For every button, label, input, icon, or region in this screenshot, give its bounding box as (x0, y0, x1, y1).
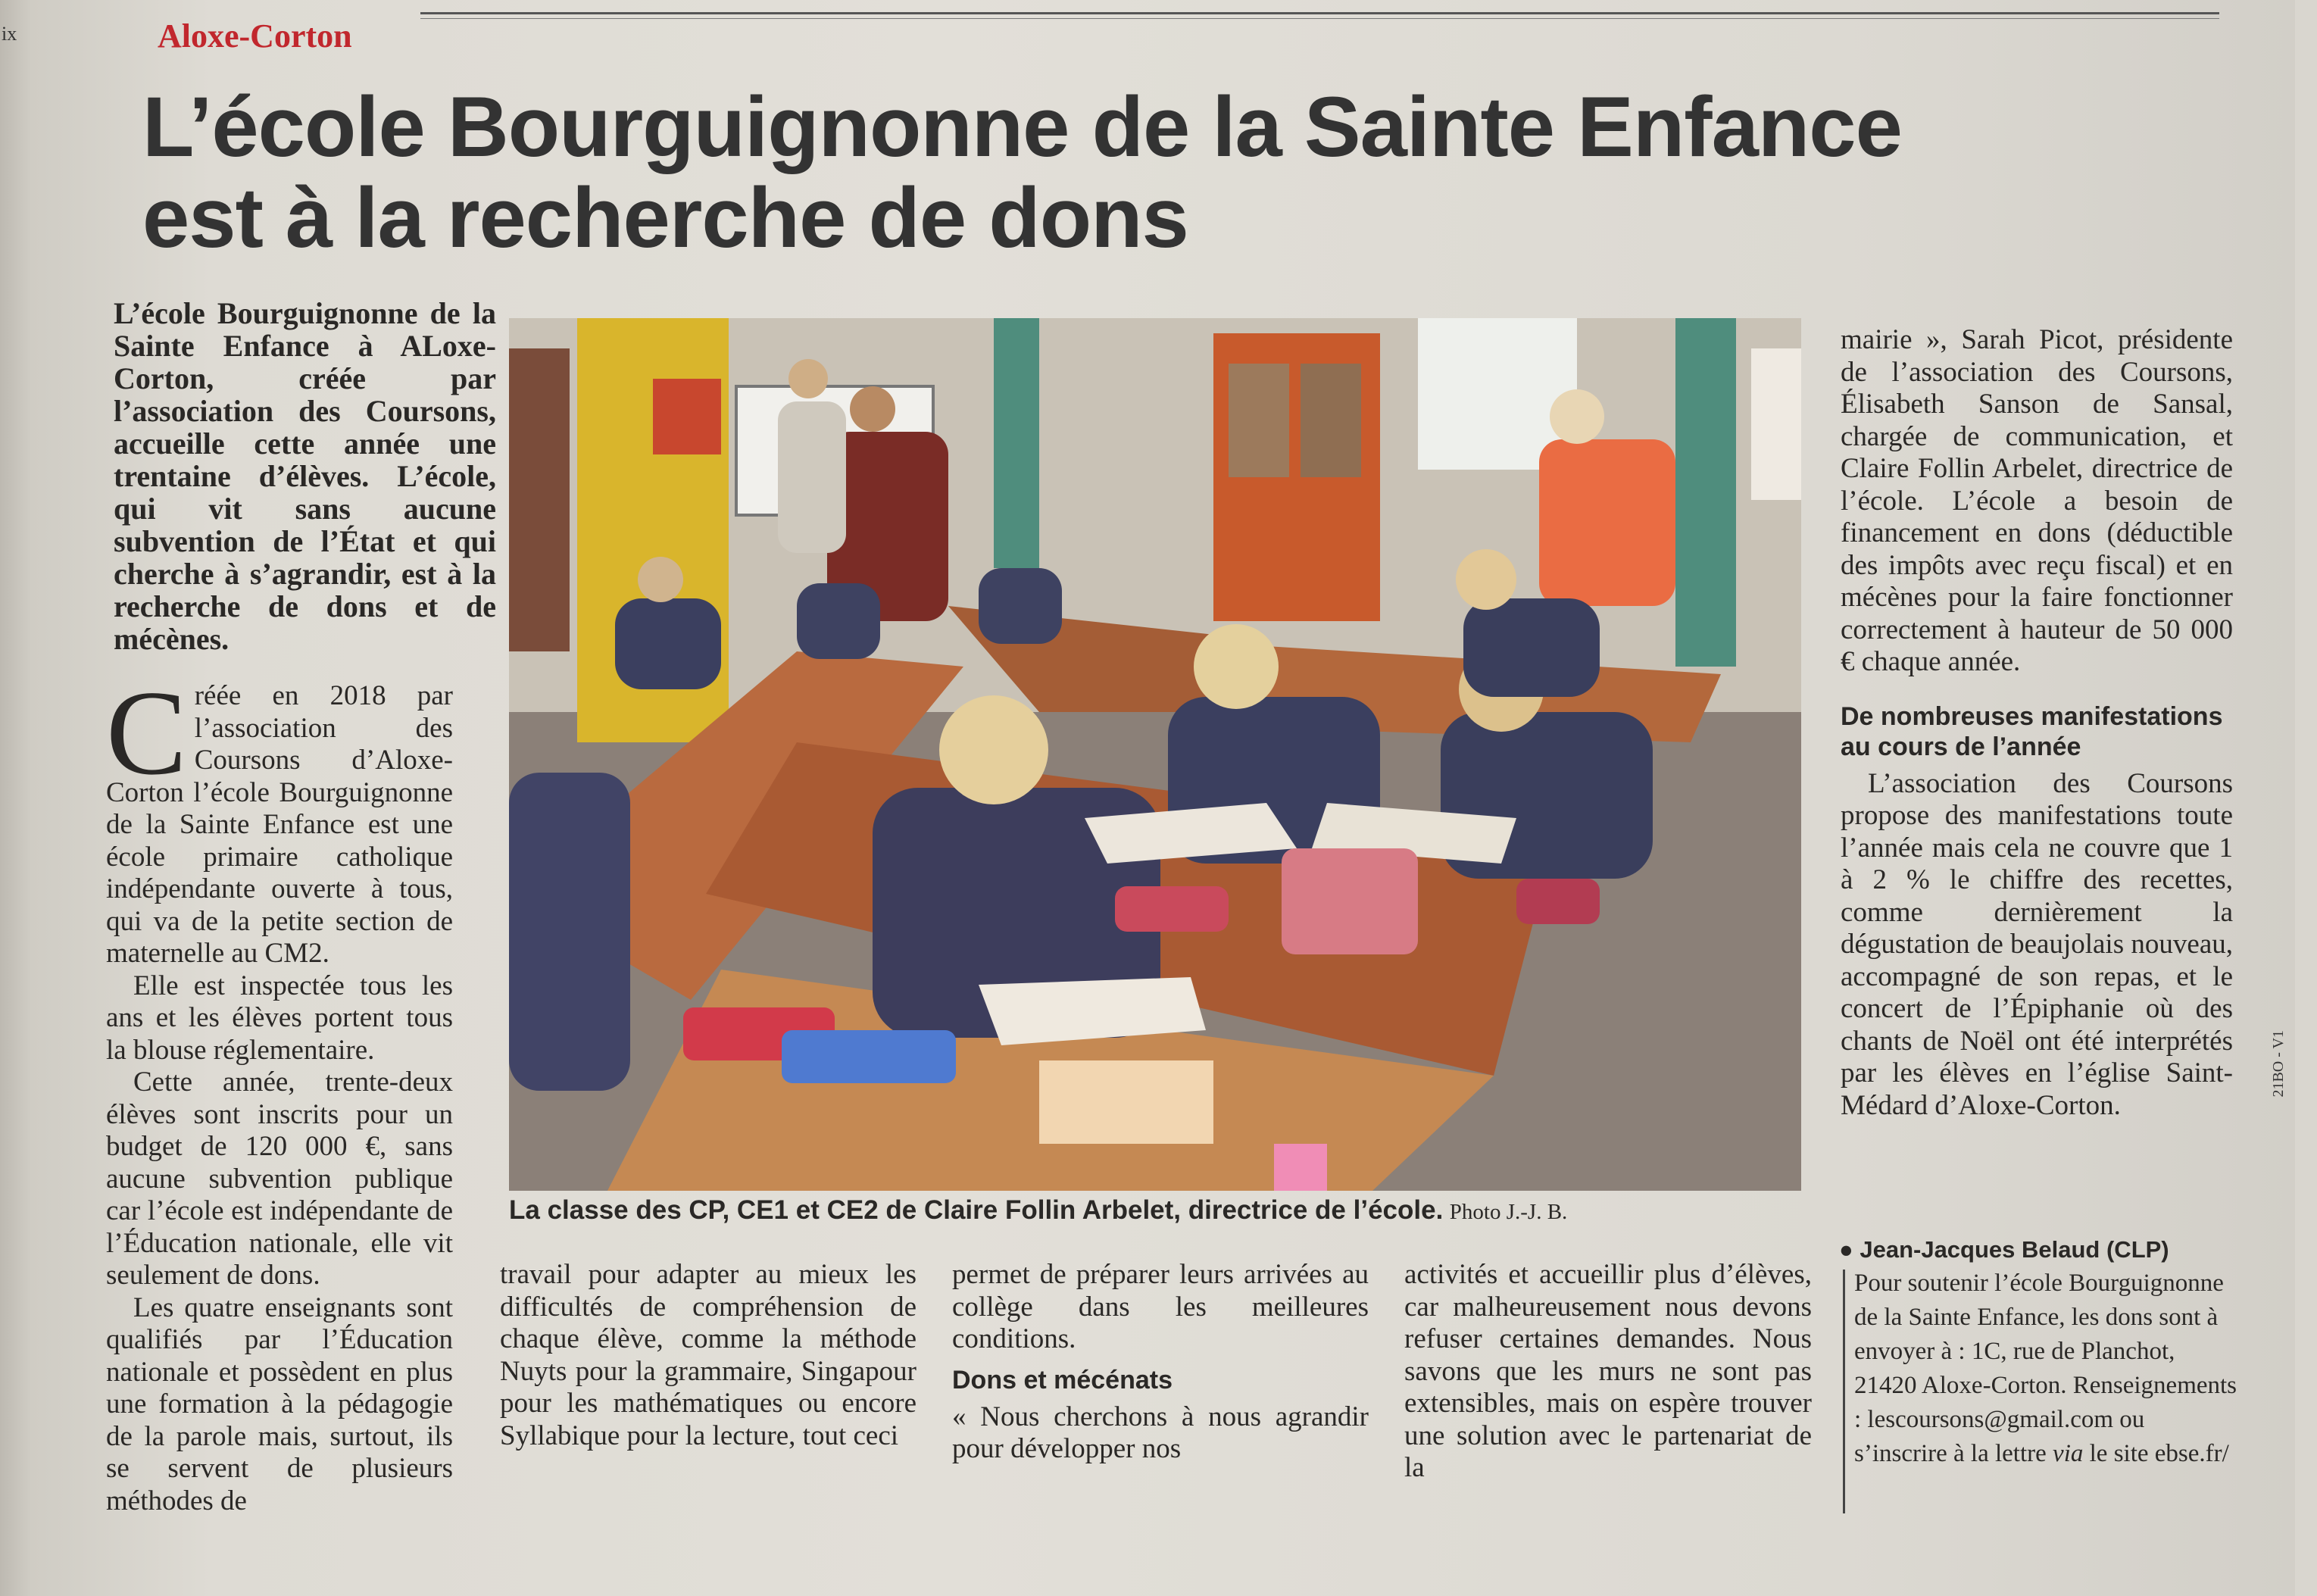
lead-paragraph (114, 297, 496, 655)
body-paragraph-3: Cette année, trente-deux élèves sont inscrits pour un budget de 120 000 €, sans aucune subvention publique car l’école est indépendante de l’Éducation nationale, elle vit seulement de dons. (106, 1067, 453, 1291)
subhead-manifestations: De nombreuses manifestations au cours de l’année (1841, 701, 2223, 761)
photo-caption-text: La classe des CP, CE1 et CE2 de Claire Follin Arbelet, directrice de l’école. (509, 1195, 1444, 1225)
adjacent-page-fragment: ix (2, 23, 17, 45)
body-column-2-text: travail pour adapter au mieux les difficultés de compréhension de chaque élève, comme la méthode Nuyts pour la grammaire, Singapour pour les mathématiques ou encore Syllabique pour la lecture, tout ceci (500, 1259, 916, 1451)
body-column-1 (106, 665, 453, 1517)
subhead-dons-et-mecenats: Dons et mécénats (952, 1365, 1173, 1395)
photo-credit: Photo J.-J. B. (1449, 1200, 1568, 1224)
drop-cap: C (106, 665, 187, 800)
infobox-rule (1843, 1270, 1845, 1513)
adjacent-page-edge (0, 0, 30, 1596)
byline: ● Jean-Jacques Belaud (CLP) (1839, 1236, 2169, 1263)
body-column-5-text-1: mairie », Sarah Picot, présidente de l’association des Coursons, Élisabeth Sanson de Sansal, chargée de communication, et Claire Follin Arbelet, directrice de l’école. L’école a besoin de financement en dons (déductible des impôts avec reçu fiscal) et en mécènes pour la faire fonctionner correctement à hauteur de 50 000 € chaque année. (1841, 324, 2233, 677)
body-column-5 (1841, 324, 2233, 1122)
infobox-text-end: le site ebse.fr/ (2083, 1440, 2229, 1467)
body-paragraph-1-text: réée en 2018 par l’association des Coursons d’Aloxe-Corton l’école Bourguignonne de la Sainte Enfance est une école primaire catholique indépendante ouverte à tous, qui va de la petite section de maternelle au CM2. (106, 680, 453, 969)
top-rule (420, 12, 2219, 14)
body-paragraph-1 (106, 665, 453, 970)
body-column-3-text-2: « Nous cherchons à nous agrandir pour développer nos (952, 1401, 1369, 1464)
body-column-2 (500, 1259, 916, 1452)
body-column-3-text-1: permet de préparer leurs arrivées au collège dans les meilleures conditions. (952, 1259, 1369, 1354)
body-column-4 (1404, 1259, 1812, 1485)
body-paragraph-4: Les quatre enseignants sont qualifiés par l’Éducation nationale et possèdent en plus une formation à la pédagogie de la parole mais, surtout, ils se servent de plusieurs méthodes de (106, 1291, 453, 1516)
infobox-via: via (2053, 1440, 2084, 1467)
byline-author: Jean-Jacques Belaud (CLP) (1860, 1236, 2169, 1263)
top-rule-thin (420, 18, 2219, 19)
section-kicker: Aloxe-Corton (158, 17, 352, 55)
body-column-4-text: activités et accueillir plus d’élèves, car malheureusement nous devons refuser certaines demandes. Nous savons que les murs ne sont pas extensibles, mais on espère trouver une solution avec le partenariat de la (1404, 1259, 1812, 1483)
infobox (1854, 1266, 2240, 1471)
body-paragraph-2: Elle est inspectée tous les ans et les élèves portent tous la blouse réglementaire. (106, 970, 453, 1066)
body-column-5-text-2: L’association des Coursons propose des manifestations toute l’année mais cela ne couvre que 1 à 2 % le chiffre des recettes, comme dernièrement la dégustation de beaujolais nouveau, accompagné de son repas, et le concert de l’Épiphanie où des chants de Noël ont été interprétés par les élèves en l’église Saint-Médard d’Aloxe-Corton. (1841, 767, 2233, 1121)
headline (142, 82, 2112, 264)
page-reference: 21BO - V1 (2270, 1030, 2287, 1098)
headline-line-2: est à la recherche de dons (142, 170, 1188, 265)
body-column-3 (952, 1259, 1369, 1466)
classroom-photo (509, 318, 1801, 1191)
photo-caption (509, 1195, 1801, 1226)
classroom-photo-illustration (509, 318, 1801, 1191)
lead-text: L’école Bourguignonne de la Sainte Enfance à ALoxe-Corton, créée par l’association des Coursons, accueille cette année une trentaine d’élèves. L’école, qui vit sans aucune subvention de l’État et qui cherche à s’agrandir, est à la recherche de dons et de mécènes. (114, 296, 496, 656)
infobox-text: Pour soutenir l’école Bourguignonne de la Sainte Enfance, les dons sont à envoyer à : 1C, rue de Planchot, 21420 Aloxe-Corton. Renseignements : lescoursons@gmail.com ou s’inscrire à la lettre (1854, 1270, 2237, 1467)
headline-line-1: L’école Bourguignonne de la Sainte Enfance (142, 80, 1902, 174)
